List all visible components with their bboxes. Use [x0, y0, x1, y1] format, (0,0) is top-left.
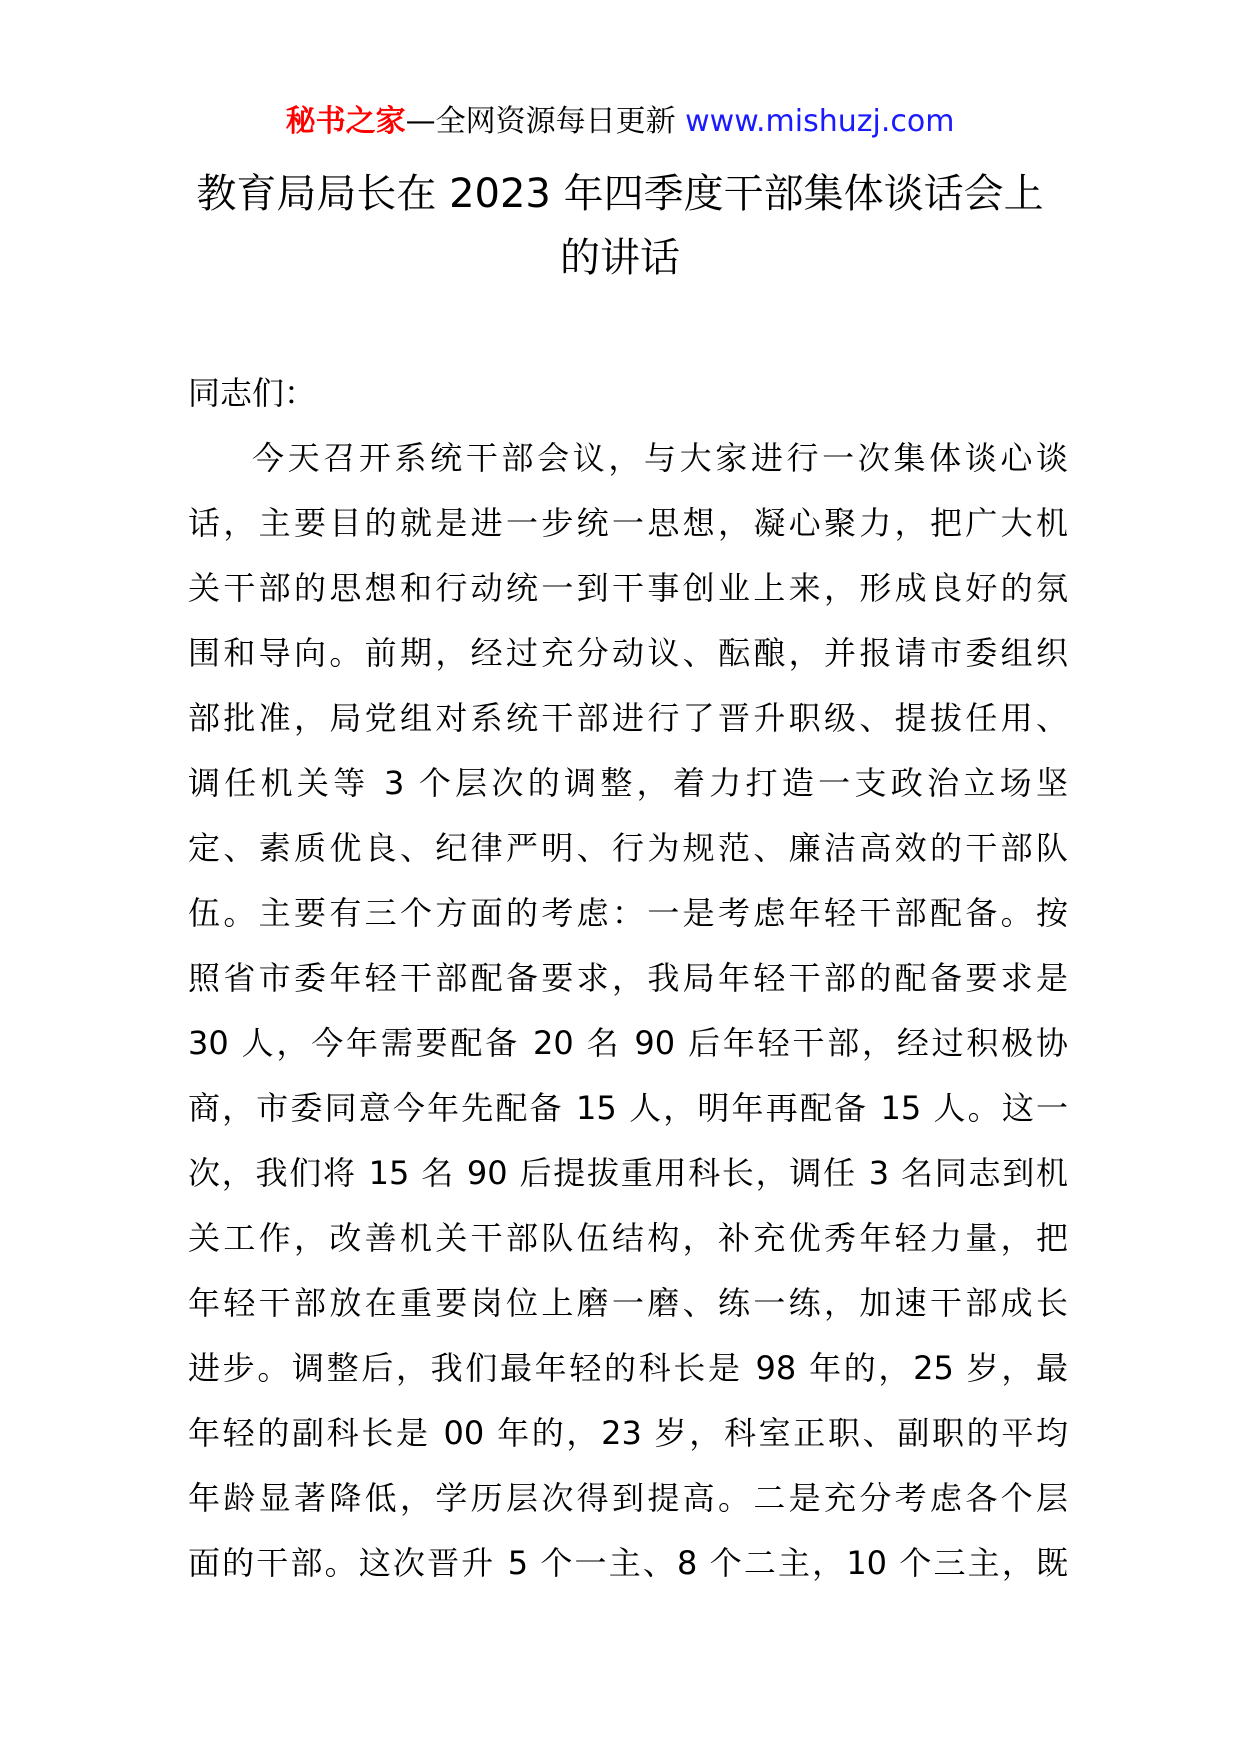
- paragraph-line: 年轻干部放在重要岗位上磨一磨、练一练，加速干部成长: [188, 1284, 1068, 1322]
- paragraph-line: 围和导向。前期，经过充分动议、酝酿，并报请市委组织: [188, 634, 1068, 672]
- paragraph-line: 话，主要目的就是进一步统一思想，凝心聚力，把广大机: [188, 504, 1068, 542]
- salutation: 同志们：: [188, 374, 317, 412]
- paragraph-line: 调任机关等 3 个层次的调整，着力打造一支政治立场坚: [188, 764, 1068, 802]
- paragraph-line: 关干部的思想和行动统一到干事创业上来，形成良好的氛: [188, 569, 1068, 607]
- paragraph-line: 30 人，今年需要配备 20 名 90 后年轻干部，经过积极协: [188, 1024, 1068, 1062]
- document-title: [150, 162, 1090, 290]
- paragraph-line: 进步。调整后，我们最年轻的科长是 98 年的，25 岁，最: [188, 1349, 1068, 1387]
- document-body: [188, 361, 1068, 1596]
- paragraph-line: 定、素质优良、纪律严明、行为规范、廉洁高效的干部队: [188, 829, 1068, 867]
- paragraph-line: 照省市委年轻干部配备要求，我局年轻干部的配备要求是: [188, 959, 1068, 997]
- paragraph-line: 年轻的副科长是 00 年的，23 岁，科室正职、副职的平均: [188, 1414, 1068, 1452]
- header-url-link[interactable]: www.mishuzj.com: [685, 104, 955, 139]
- paragraph-line: 关工作，改善机关干部队伍结构，补充优秀年轻力量，把: [188, 1219, 1068, 1257]
- paragraph-line: 次，我们将 15 名 90 后提拔重用科长，调任 3 名同志到机: [188, 1154, 1068, 1192]
- header-tagline: —全网资源每日更新: [405, 104, 686, 139]
- title-line: 的讲话: [560, 235, 680, 281]
- site-header: [0, 100, 1240, 144]
- paragraph-line: 伍。主要有三个方面的考虑：一是考虑年轻干部配备。按: [188, 894, 1068, 932]
- paragraph-line: 今天召开系统干部会议，与大家进行一次集体谈心谈: [252, 439, 1068, 477]
- paragraph-line: 商，市委同意今年先配备 15 人，明年再配备 15 人。这一: [188, 1089, 1068, 1127]
- paragraph-line: 面的干部。这次晋升 5 个一主、8 个二主，10 个三主，既: [188, 1544, 1068, 1582]
- brand-name: 秘书之家: [285, 104, 406, 139]
- title-line: 教育局局长在 2023 年四季度干部集体谈话会上: [196, 171, 1044, 217]
- paragraph-line: 部批准，局党组对系统干部进行了晋升职级、提拔任用、: [188, 699, 1068, 737]
- paragraph-line: 年龄显著降低，学历层次得到提高。二是充分考虑各个层: [188, 1479, 1068, 1517]
